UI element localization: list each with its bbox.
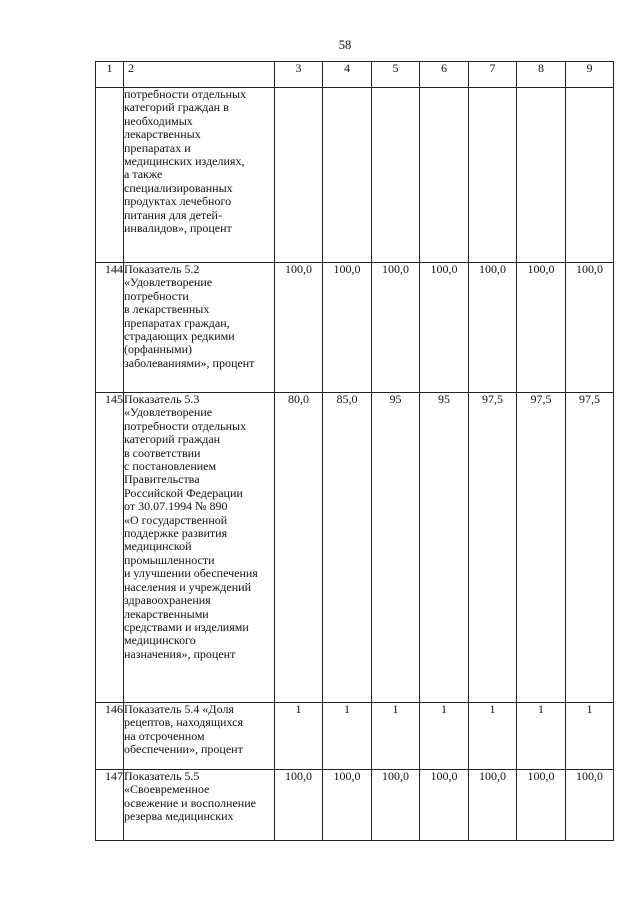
indicator-value: 100,0 (469, 770, 517, 841)
indicator-value: 1 (517, 703, 566, 770)
column-header: 8 (517, 62, 566, 88)
indicator-value: 100,0 (566, 770, 614, 841)
indicator-value: 85,0 (323, 393, 372, 703)
indicator-value (469, 88, 517, 263)
column-header: 9 (566, 62, 614, 88)
indicator-value: 80,0 (275, 393, 323, 703)
table-row (96, 263, 614, 393)
indicator-value: 100,0 (517, 770, 566, 841)
indicator-description: Показатель 5.5 «Своевременное освежение и восполнение резерва медицинских (124, 770, 275, 841)
row-number (96, 88, 124, 263)
table-row (96, 703, 614, 770)
table-header-row (96, 62, 614, 88)
row-number: 147 (96, 770, 124, 841)
indicator-value (517, 88, 566, 263)
indicator-value: 100,0 (275, 770, 323, 841)
table-row (96, 88, 614, 263)
indicator-value (420, 88, 469, 263)
indicator-value: 100,0 (420, 263, 469, 393)
indicator-value: 1 (420, 703, 469, 770)
indicator-value: 100,0 (275, 263, 323, 393)
indicator-description: потребности отдельных категорий граждан в необходимых лекарственных препаратах и медицинских изделиях, а также специализированных продуктах лечебного питания для детей- инвалидов», процент (124, 88, 275, 263)
indicator-value: 100,0 (372, 263, 420, 393)
indicator-value: 97,5 (469, 393, 517, 703)
indicator-value: 100,0 (517, 263, 566, 393)
column-header: 6 (420, 62, 469, 88)
column-header: 1 (96, 62, 124, 88)
indicator-value (566, 88, 614, 263)
indicator-value: 100,0 (420, 770, 469, 841)
indicator-value: 100,0 (566, 263, 614, 393)
column-header: 5 (372, 62, 420, 88)
indicator-value: 1 (275, 703, 323, 770)
column-header: 3 (275, 62, 323, 88)
page-number: 58 (338, 38, 352, 52)
indicator-value (323, 88, 372, 263)
indicator-value: 97,5 (566, 393, 614, 703)
column-header: 2 (124, 62, 275, 88)
table-row (96, 770, 614, 841)
row-number: 146 (96, 703, 124, 770)
indicator-value: 1 (469, 703, 517, 770)
indicators-table (95, 61, 614, 841)
indicator-value: 100,0 (323, 770, 372, 841)
indicator-value: 1 (323, 703, 372, 770)
indicator-value: 95 (420, 393, 469, 703)
indicator-value: 97,5 (517, 393, 566, 703)
column-header: 7 (469, 62, 517, 88)
indicator-value: 100,0 (469, 263, 517, 393)
table-row (96, 393, 614, 703)
indicator-description: Показатель 5.2 «Удовлетворение потребности в лекарственных препаратах граждан, страдающих редкими (орфанными) заболеваниями», процент (124, 263, 275, 393)
indicator-value: 1 (372, 703, 420, 770)
indicator-description: Показатель 5.3 «Удовлетворение потребности отдельных категорий граждан в соответствии с постановлением Правительства Российской Федерации от 30.07.1994 № 890 «О государственной поддержке развития медицинской промышленности и улучшении обеспечения населения и учреждений здравоохранения лекарственными средствами и изделиями медицинского назначения», процент (124, 393, 275, 703)
indicator-value: 100,0 (372, 770, 420, 841)
indicator-value (372, 88, 420, 263)
indicator-value: 100,0 (323, 263, 372, 393)
indicator-value (275, 88, 323, 263)
row-number: 145 (96, 393, 124, 703)
row-number: 144 (96, 263, 124, 393)
indicator-value: 95 (372, 393, 420, 703)
column-header: 4 (323, 62, 372, 88)
indicator-description: Показатель 5.4 «Доля рецептов, находящихся на отсроченном обеспечении», процент (124, 703, 275, 770)
indicator-value: 1 (566, 703, 614, 770)
